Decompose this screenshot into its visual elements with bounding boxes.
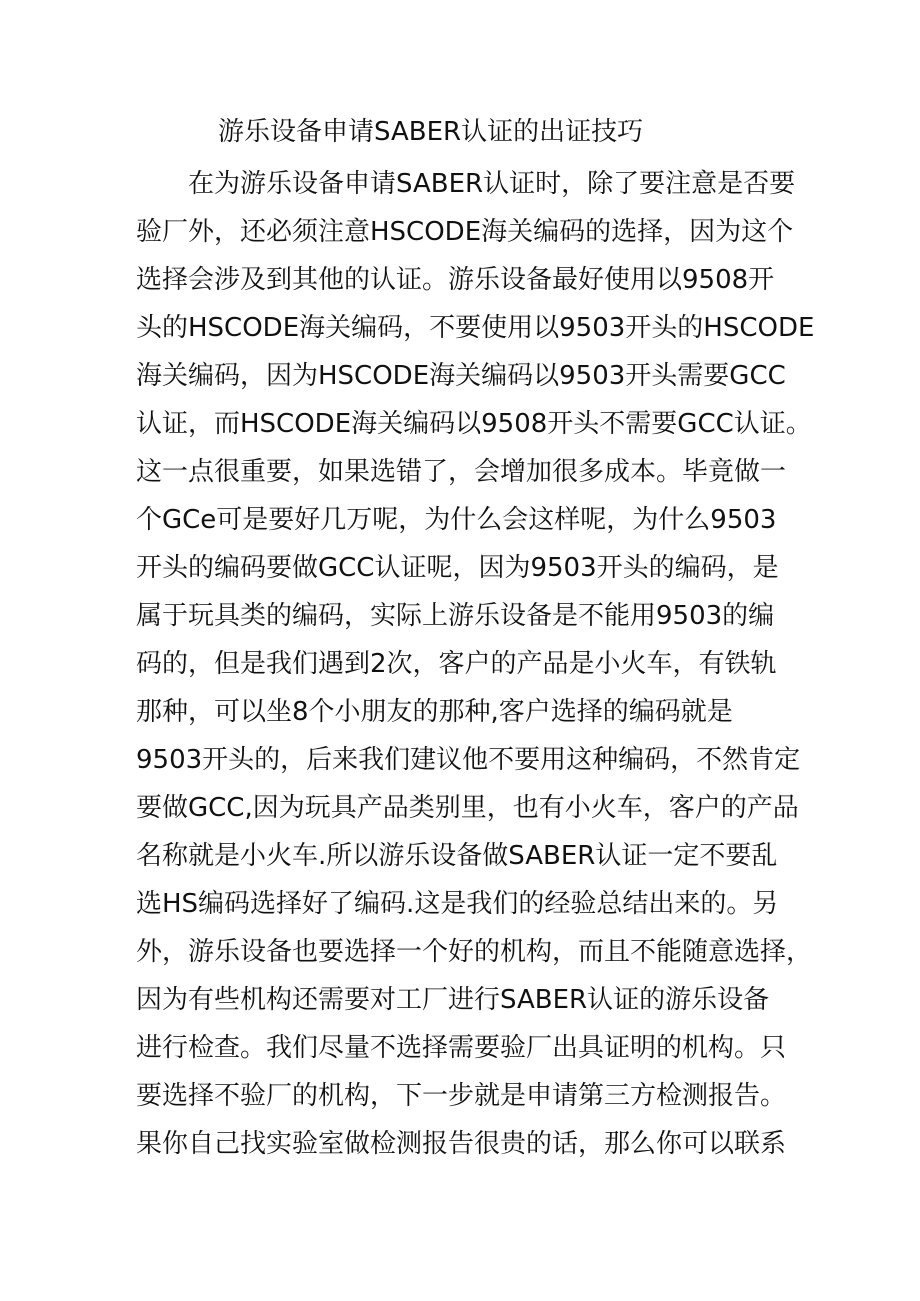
- body-line: 在为游乐设备申请SABER认证时，除了要注意是否要: [188, 169, 796, 199]
- body-line: 9503开头的，后来我们建议他不要用这种编码，不然肯定: [136, 745, 801, 775]
- body-line: 果你自己找实验室做检测报告很贵的话，那么你可以联系: [136, 1129, 787, 1159]
- body-line: 要做GCC,因为玩具产品类别里，也有小火车，客户的产品: [136, 793, 799, 823]
- body-line: 进行检查。我们尽量不选择需要验厂出具证明的机构。只: [136, 1033, 787, 1063]
- body-line: 验厂外，还必须注意HSCODE海关编码的选择，因为这个: [136, 217, 794, 247]
- document-body: [136, 160, 815, 1168]
- body-line: 外，游乐设备也要选择一个好的机构，而且不能随意选择，: [136, 937, 813, 967]
- body-line: 选择会涉及到其他的认证。游乐设备最好使用以9508开: [136, 265, 775, 295]
- body-line: 海关编码，因为HSCODE海关编码以9503开头需要GCC: [136, 361, 786, 391]
- body-line: 选HS编码选择好了编码.这是我们的经验总结出来的。另: [136, 889, 779, 919]
- body-line: 那种，可以坐8个小朋友的那种,客户选择的编码就是: [136, 697, 733, 727]
- body-line: 个GCe可是要好几万呢，为什么会这样呢，为什么9503: [136, 505, 777, 535]
- document-title: 游乐设备申请SABER认证的出证技巧: [218, 117, 644, 147]
- body-line: 头的HSCODE海关编码，不要使用以9503开头的HSCODE: [136, 313, 815, 343]
- body-line: 认证，而HSCODE海关编码以9508开头不需要GCC认证。: [136, 409, 812, 439]
- body-line: 要选择不验厂的机构，下一步就是申请第三方检测报告。: [136, 1081, 787, 1111]
- body-line: 因为有些机构还需要对工厂进行SABER认证的游乐设备: [136, 985, 770, 1015]
- body-line: 属于玩具类的编码，实际上游乐设备是不能用9503的编: [136, 601, 775, 631]
- body-line: 这一点很重要，如果选错了，会增加很多成本。毕竟做一: [136, 457, 787, 487]
- body-line: 开头的编码要做GCC认证呢，因为9503开头的编码，是: [136, 553, 779, 583]
- body-line: 码的，但是我们遇到2次，客户的产品是小火车，有铁轨: [136, 649, 777, 679]
- body-line: 名称就是小火车.所以游乐设备做SABER认证一定不要乱: [136, 841, 778, 871]
